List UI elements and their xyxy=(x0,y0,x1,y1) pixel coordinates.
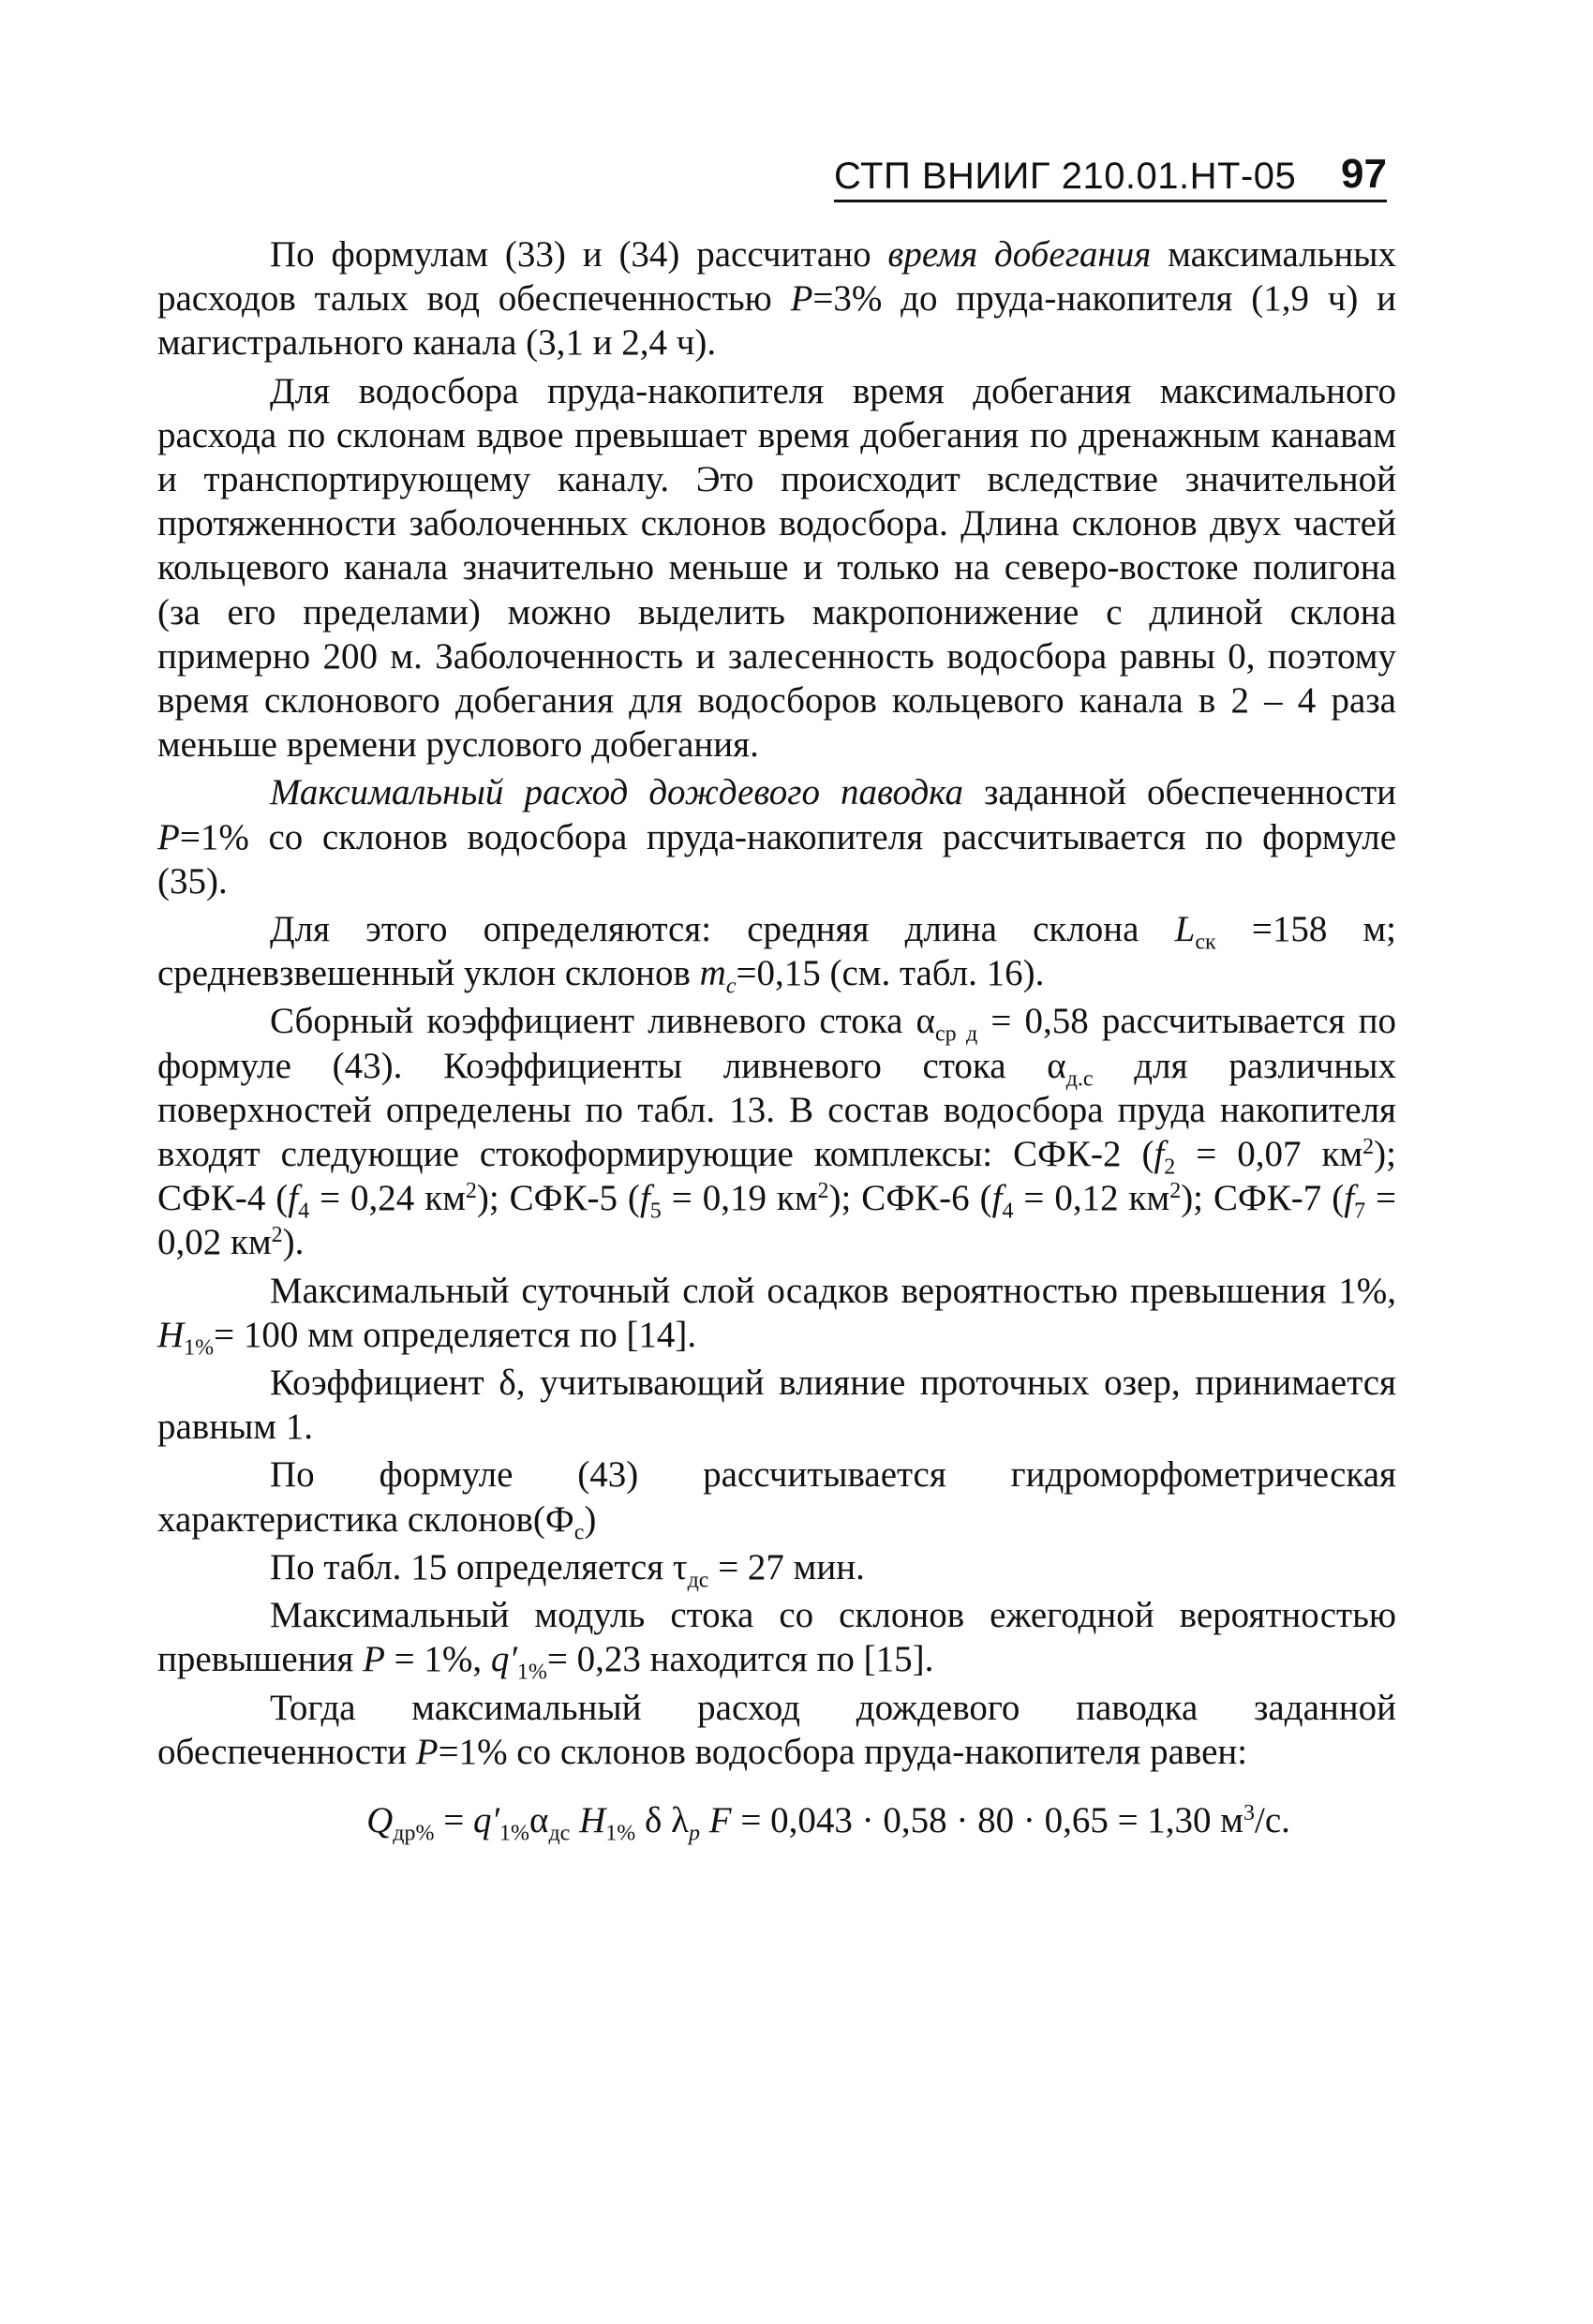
discharge-formula: $Q_{др\%} = q'_{1\%}\alpha_{дс}$ $H_{1\%}$ δ $\lambda_p$ F = 0,043 · 0,58 · 80 · 0,65 = 1,30 $м^3/с$. xyxy=(366,1799,1290,1846)
paragraph-4: Для этого определяются: средняя длина склона $L_{ск} =158$ м; средневзвешенный уклон склонов $m_c=0,15$ (см. табл. 16). xyxy=(157,909,1396,999)
paragraph-1: По формулам (33) и (34) рассчитано время добегания максимальных расходов талых вод обеспеченностью P=3% до пруда-накопителя (1,9 ч) и магистрального канала (3,1 и 2,4 ч). xyxy=(157,234,1396,364)
paragraph-5: Сборный коэффициент ливневого стока $\alpha_{ср д} = 0,58$ рассчитывается по формуле (43). Коэффициенты ливневого стока $\alpha_{д.с}$ для различных поверхностей определены по табл. 13. В состав водосбора пруда накопителя входят следующие стокоформирующие комплексы: СФК-2 ($f_2 = 0,07$ $км^2$); СФК-4 ($f_4 = 0,24$ $км^2$); СФК-5 ($f_5 = 0,19$ $км^2$); СФК-6 ($f_4 = 0,12$ $км^2$); СФК-7 ($f_7 = 0,02$ $км^2$). xyxy=(157,1001,1397,1263)
document-code: СТП ВНИИГ 210.01.НТ-05 xyxy=(834,156,1297,197)
page-body xyxy=(157,232,1397,1846)
paragraph-6: Максимальный суточный слой осадков вероятностью превышения 1%, $H_{1\%}= 100$ мм определяется по [14]. xyxy=(157,1270,1396,1361)
paragraph-8: По формуле (43) рассчитывается гидроморфометрическая характеристика $склонов(Ф_с)$ xyxy=(157,1454,1396,1545)
paragraph-7: Коэффициент δ, учитывающий влияние проточных озер, принимается равным 1. xyxy=(157,1363,1396,1448)
paragraph-10: Максимальный модуль стока со склонов ежегодной вероятностью превышения P = 1%, $q'_{1\%}= 0,23$ находится по [15]. xyxy=(157,1595,1396,1685)
emphasis: время добегания xyxy=(887,234,1152,275)
page-number: 97 xyxy=(1341,151,1387,197)
paragraph-2: Для водосбора пруда-накопителя время добегания максимального расхода по склонам вдвое превышает время добегания по дренажным канавам и транспортирующему каналу. Это происходит вследствие значительной протяженности заболоченных склонов водосбора. Длина склонов двух частей кольцевого канала значительно меньше и только на северо-востоке полигона (за его пределами) можно выделить макропонижение с длиной склона примерно 200 м. Заболоченность и залесенность водосбора равны 0, поэтому время склонового добегания для водосборов кольцевого канала в 2 – 4 раза меньше времени руслового добегания. xyxy=(157,370,1396,766)
page-header xyxy=(834,150,1387,202)
paragraph-11: Тогда максимальный расход дождевого паводка заданной обеспеченности P=1% со склонов водосбора пруда-накопителя равен: xyxy=(157,1687,1396,1772)
emphasis: Максимальный расход дождевого паводка xyxy=(270,772,963,813)
paragraph-9: По табл. 15 определяется $\tau_{дс} = 27$ мин. xyxy=(270,1546,865,1593)
paragraph-3: Максимальный расход дождевого паводка заданной обеспеченности P=1% со склонов водосбора пруда-накопителя рассчитывается по формуле (35). xyxy=(157,772,1396,901)
